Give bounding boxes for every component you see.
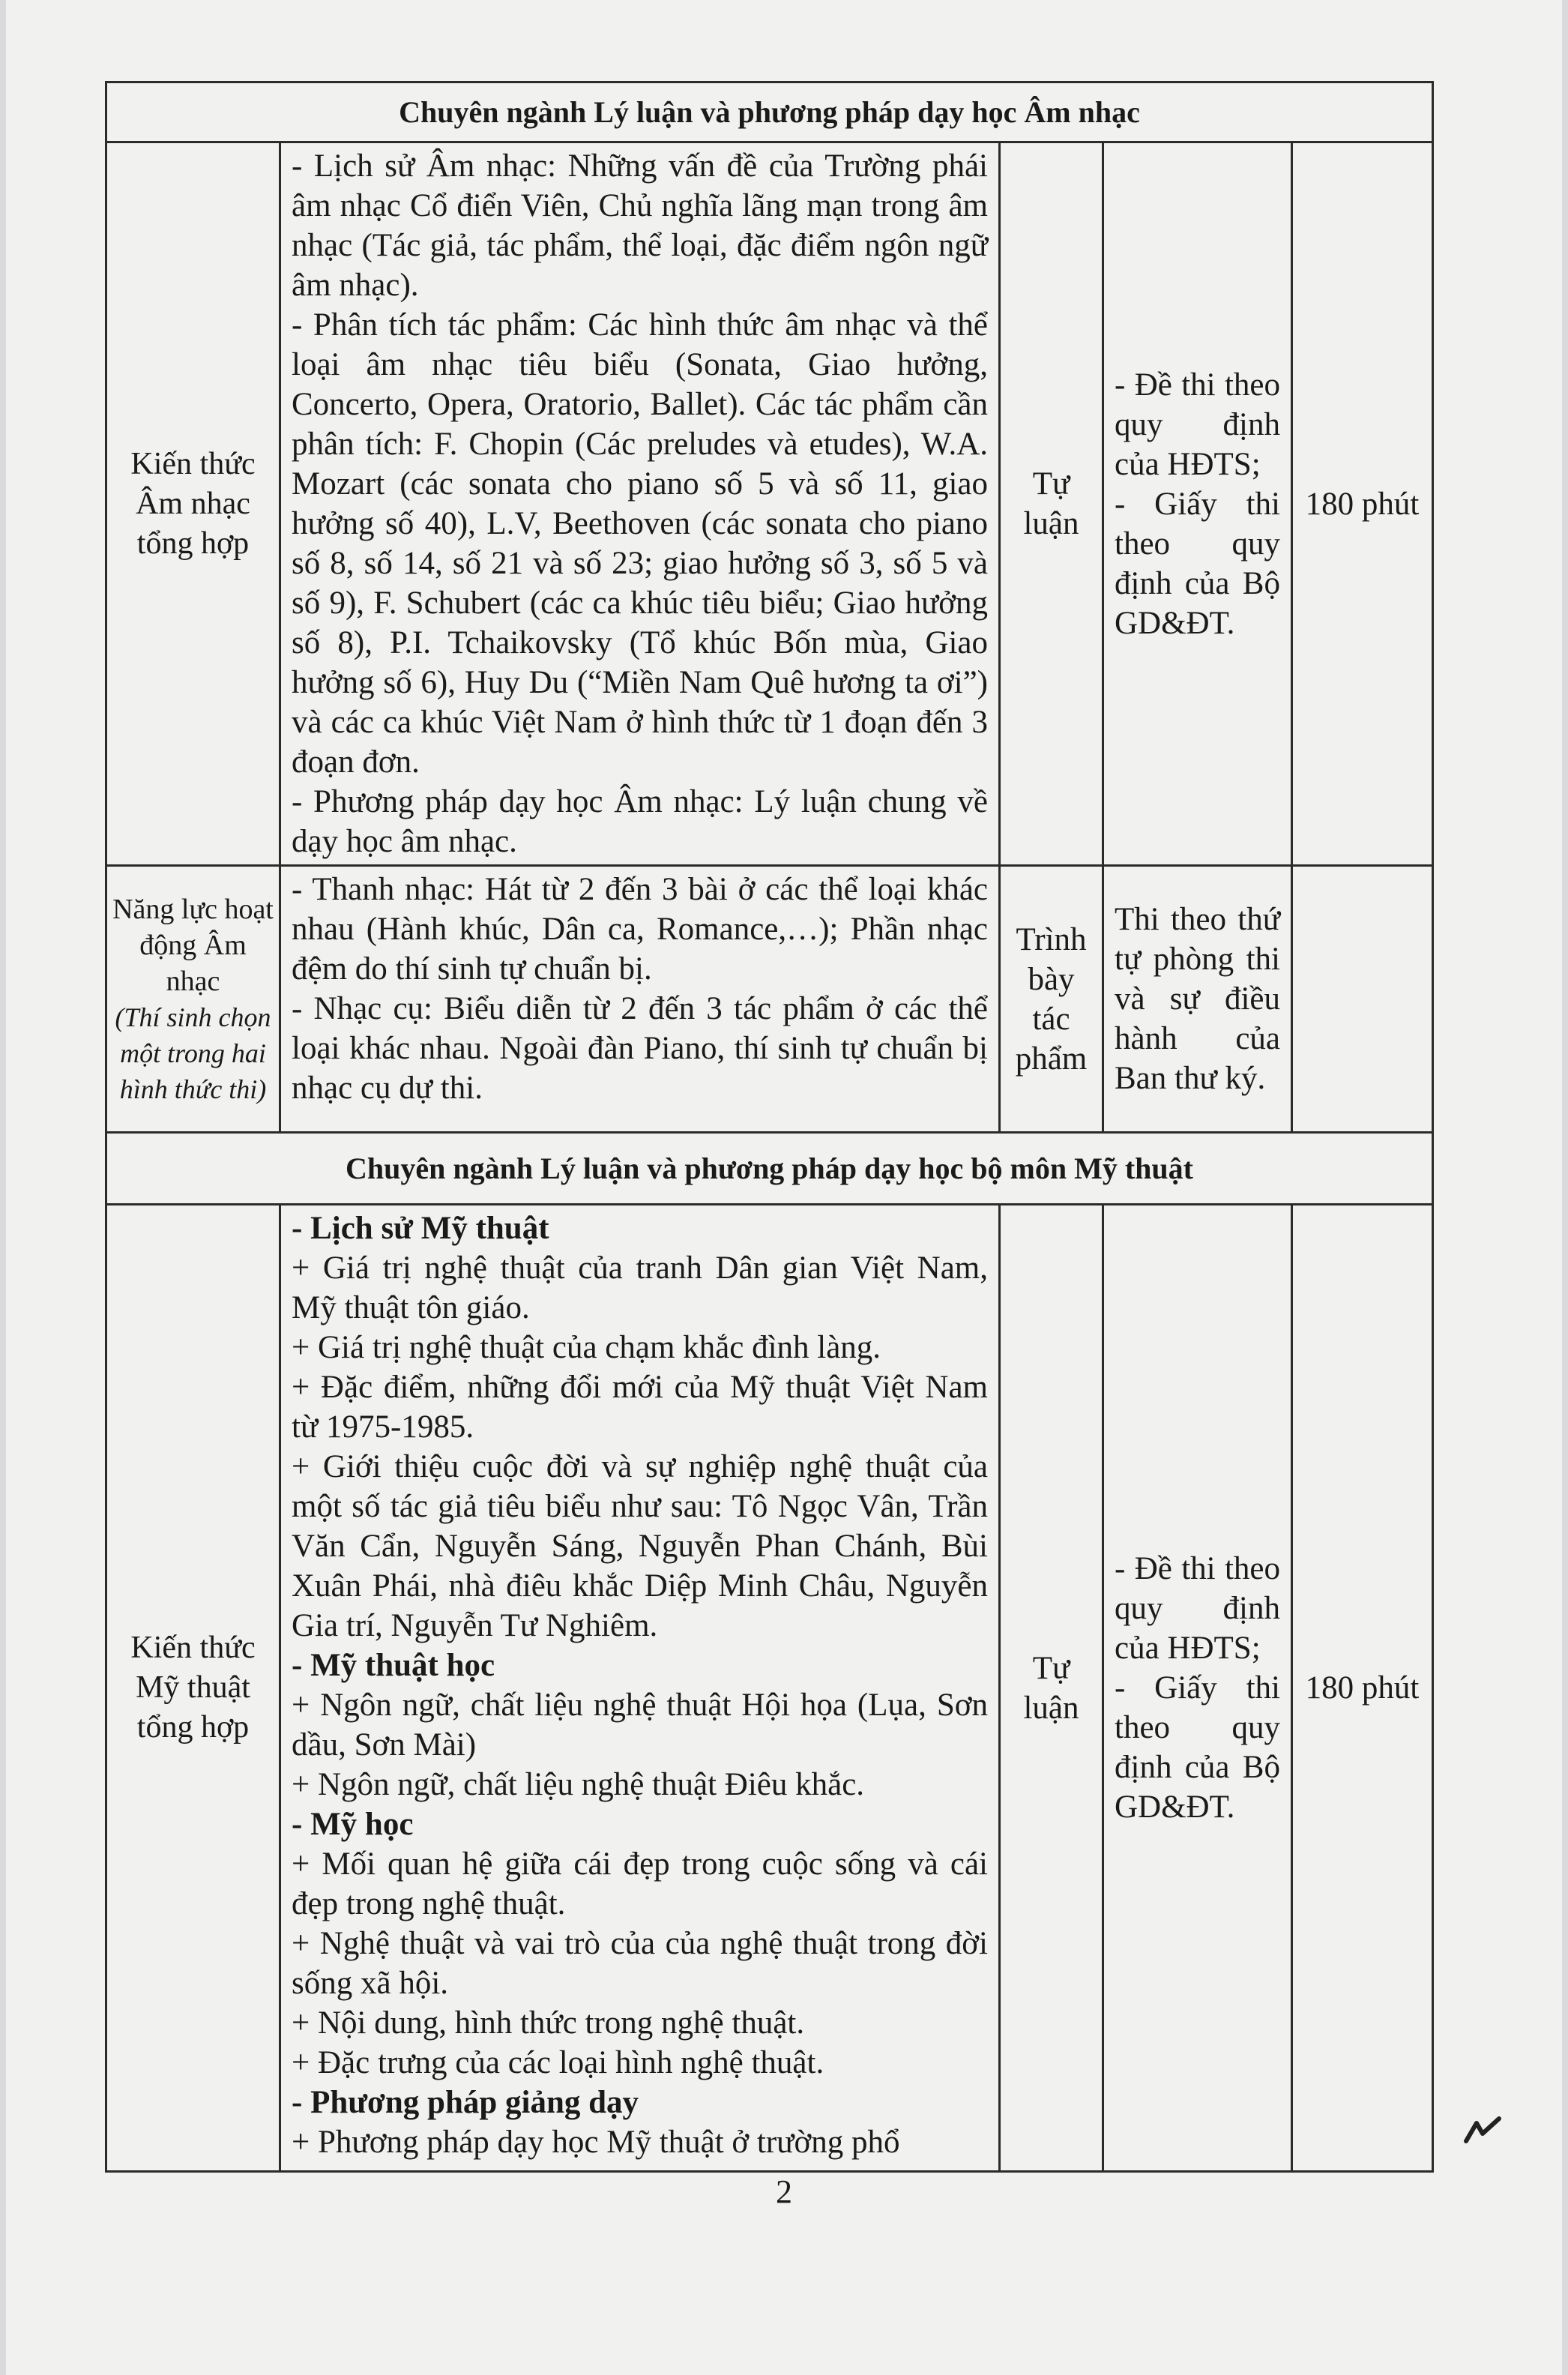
content-heading: - Mỹ thuật học	[292, 1648, 495, 1683]
content-line: + Nghệ thuật và vai trò của của nghệ thuật trong đời sống xã hội.	[292, 1926, 988, 2001]
content-cell	[280, 142, 1000, 866]
requirement-line: Thi theo thứ tự phòng thi và sự điều hành của Ban thư ký.	[1115, 902, 1280, 1096]
table-row	[106, 866, 1433, 1133]
subject-cell	[106, 866, 280, 1133]
requirements-cell	[1103, 1205, 1292, 2172]
content-line: + Ngôn ngữ, chất liệu nghệ thuật Điêu khắc.	[292, 1767, 865, 1802]
requirement-line: - Giấy thi theo quy định của Bộ GD&ĐT.	[1115, 1670, 1280, 1825]
content-line: + Ngôn ngữ, chất liệu nghệ thuật Hội họa (Lụa, Sơn dầu, Sơn Mài)	[292, 1688, 988, 1763]
exam-form-cell: Trình bày tác phẩm	[1000, 866, 1103, 1133]
content-line: - Nhạc cụ: Biểu diễn từ 2 đến 3 tác phẩm ở các thể loại khác nhau. Ngoài đàn Piano, thí sinh tự chuẩn bị nhạc cụ dự thi.	[292, 991, 988, 1106]
exam-form-cell: Tự luận	[1000, 1205, 1103, 2172]
content-heading: - Phương pháp giảng dạy	[292, 2085, 639, 2120]
subject-cell: Kiến thức Mỹ thuật tổng hợp	[106, 1205, 280, 2172]
requirements-cell	[1103, 142, 1292, 866]
content-line: - Thanh nhạc: Hát từ 2 đến 3 bài ở các thể loại khác nhau (Hành khúc, Dân ca, Romance,…); Phần nhạc đệm do thí sinh tự chuẩn bị.	[292, 872, 988, 987]
subject-cell: Kiến thức Âm nhạc tổng hợp	[106, 142, 280, 866]
content-line: + Đặc điểm, những đổi mới của Mỹ thuật Việt Nam từ 1975-1985.	[292, 1370, 988, 1445]
page-number: 2	[776, 2173, 792, 2210]
content-cell	[280, 866, 1000, 1133]
requirement-line: - Giấy thi theo quy định của Bộ GD&ĐT.	[1115, 486, 1280, 641]
requirement-line: - Đề thi theo quy định của HĐTS;	[1115, 1551, 1280, 1666]
exam-time-cell: 180 phút	[1292, 142, 1433, 866]
exam-form-cell: Tự luận	[1000, 142, 1103, 866]
exam-subject-table	[105, 81, 1434, 2173]
section-header-row	[106, 82, 1433, 142]
table-row	[106, 1205, 1433, 2172]
content-line: + Mối quan hệ giữa cái đẹp trong cuộc sống và cái đẹp trong nghệ thuật.	[292, 1846, 988, 1921]
subject-note: (Thí sinh chọn một trong hai hình thức thi)	[115, 1002, 271, 1104]
document-page	[6, 0, 1562, 2375]
content-line: + Giá trị nghệ thuật của chạm khắc đình làng.	[292, 1330, 881, 1365]
content-line: + Đặc trưng của các loại hình nghệ thuật.	[292, 2045, 824, 2080]
content-heading: - Lịch sử Mỹ thuật	[292, 1211, 549, 1246]
content-line: - Phân tích tác phẩm: Các hình thức âm nhạc và thể loại âm nhạc tiêu biểu (Sonata, Giao hưởng, Concerto, Opera, Oratorio, Ballet). Các tác phẩm cần phân tích: F. Chopin (Các preludes và etudes), W.A. Mozart (các sonata cho piano số 5 và số 11, giao hưởng số 40), L.V, Beethoven (các sonata cho piano số 8, số 14, số 21 và số 23; giao hưởng số 3, số 5 và số 9), F. Schubert (các ca khúc tiêu biểu; Giao hưởng số 8), P.I. Tchaikovsky (Tổ khúc Bốn mùa, Giao hưởng số 6), Huy Du (“Miền Nam Quê hương ta ơi”) và các ca khúc Việt Nam ở hình thức từ 1 đoạn đến 3 đoạn đơn.	[292, 307, 988, 780]
content-line: - Lịch sử Âm nhạc: Những vấn đề của Trường phái âm nhạc Cổ điển Viên, Chủ nghĩa lãng mạn trong âm nhạc (Tác giả, tác phẩm, thể loại, đặc điểm ngôn ngữ âm nhạc).	[292, 148, 988, 303]
content-heading: - Mỹ học	[292, 1807, 414, 1842]
content-line: + Giá trị nghệ thuật của tranh Dân gian Việt Nam, Mỹ thuật tôn giáo.	[292, 1250, 988, 1325]
exam-time-cell	[1292, 866, 1433, 1133]
section-header-row	[106, 1133, 1433, 1205]
exam-time-cell: 180 phút	[1292, 1205, 1433, 2172]
pen-mark-icon	[1460, 2108, 1505, 2146]
content-line: + Nội dung, hình thức trong nghệ thuật.	[292, 2005, 805, 2041]
section-title-music: Chuyên ngành Lý luận và phương pháp dạy học Âm nhạc	[106, 82, 1433, 142]
content-cell	[280, 1205, 1000, 2172]
content-line: + Giới thiệu cuộc đời và sự nghiệp nghệ thuật của một số tác giả tiêu biểu như sau: Tô Ngọc Vân, Trần Văn Cẩn, Nguyễn Sáng, Nguyễn Phan Chánh, Bùi Xuân Phái, nhà điêu khắc Diệp Minh Châu, Nguyễn Gia trí, Nguyễn Tư Nghiêm.	[292, 1449, 988, 1643]
requirement-line: - Đề thi theo quy định của HĐTS;	[1115, 367, 1280, 482]
content-line: - Phương pháp dạy học Âm nhạc: Lý luận chung về dạy học âm nhạc.	[292, 784, 988, 859]
section-title-fine-arts: Chuyên ngành Lý luận và phương pháp dạy học bộ môn Mỹ thuật	[106, 1133, 1433, 1205]
requirements-cell	[1103, 866, 1292, 1133]
subject-label: Năng lực hoạt động Âm nhạc	[112, 893, 274, 997]
content-line: + Phương pháp dạy học Mỹ thuật ở trường phổ	[292, 2125, 900, 2160]
table-row	[106, 142, 1433, 866]
